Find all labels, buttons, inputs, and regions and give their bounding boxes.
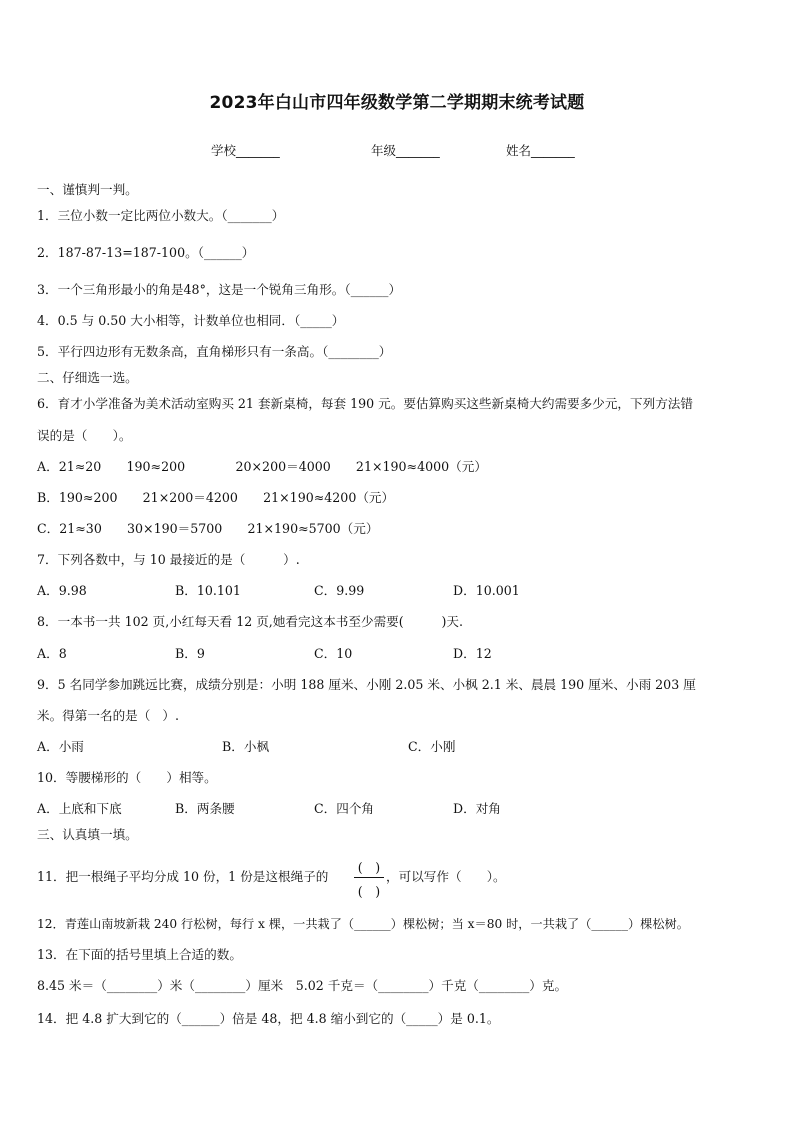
fraction-bar	[354, 877, 384, 878]
question-11-tail: ，可以写作（ ）。	[386, 869, 506, 884]
question-7-option-d: D．10.001	[453, 583, 520, 598]
question-3: 3．一个三角形最小的角是48°，这是一个锐角三角形。（______）	[37, 282, 402, 297]
question-6-line-2: 误的是（ ）。	[37, 428, 132, 443]
fraction-denominator-blank: ( )	[357, 884, 381, 899]
question-13: 13．在下面的括号里填上合适的数。	[37, 947, 242, 962]
question-10-option-c: C．四个角	[314, 801, 375, 816]
question-6-option-c: C．21≈30 30×190＝5700 21×190≈5700（元）	[37, 521, 379, 536]
question-8: 8．一本书一共 102 页,小红每天看 12 页,她看完这本书至少需要( )天.	[37, 614, 463, 629]
name-field: 姓名_______	[506, 143, 575, 158]
question-7-option-a: A．9.98	[37, 583, 87, 598]
question-11-fraction	[352, 855, 386, 899]
question-8-option-a: A．8	[37, 646, 67, 661]
question-12: 12．青莲山南坡新栽 240 行松树，每行 x 棵，一共栽了（______）棵松树；当 x＝80 时，一共栽了（______）棵松树。	[37, 917, 689, 931]
question-8-option-c: C．10	[314, 646, 353, 661]
section-heading-choose: 二、仔细选一选。	[37, 370, 138, 385]
question-9-option-a: A．小雨	[37, 739, 84, 754]
question-6-line-1: 6．育才小学准备为美术活动室购买 21 套新桌椅，每套 190 元。要估算购买这些新桌椅大约需要多少元，下列方法错	[37, 396, 693, 411]
question-8-option-d: D．12	[453, 646, 492, 661]
question-4: 4．0.5 与 0.50 大小相等，计数单位也相同．（_____）	[37, 313, 345, 328]
question-8-option-b: B．9	[175, 646, 205, 661]
question-11-text: 11．把一根绳子平均分成 10 份，1 份是这根绳子的	[37, 869, 329, 884]
question-2: 2．187-87-13=187-100。（______）	[37, 245, 255, 260]
question-10-option-b: B．两条腰	[175, 801, 235, 816]
question-10-option-d: D．对角	[453, 801, 501, 816]
question-9-line-1: 9．5 名同学参加跳远比赛，成绩分别是：小明 188 厘米、小刚 2.05 米、小枫 2.1 米、晨晨 190 厘米、小雨 203 厘	[37, 677, 696, 692]
question-9-option-c: C．小刚	[408, 739, 456, 754]
question-7: 7．下列各数中，与 10 最接近的是（ ）.	[37, 552, 300, 567]
school-field: 学校_______	[211, 143, 280, 158]
question-7-option-b: B．10.101	[175, 583, 241, 598]
question-9-option-b: B．小枫	[222, 739, 270, 754]
question-6-option-b: B．190≈200 21×200＝4200 21×190≈4200（元）	[37, 490, 395, 505]
section-heading-judge: 一、谨慎判一判。	[37, 182, 138, 197]
fraction-numerator-blank: ( )	[357, 860, 381, 875]
question-10: 10．等腰梯形的（ ）相等。	[37, 770, 217, 785]
page-title: 2023年白山市四年级数学第二学期期末统考试题	[209, 93, 585, 113]
question-14: 14．把 4.8 扩大到它的（______）倍是 48，把 4.8 缩小到它的（_____）是 0.1。	[37, 1011, 500, 1026]
question-5: 5．平行四边形有无数条高，直角梯形只有一条高。（________）	[37, 344, 392, 359]
question-13-blanks: 8.45 米＝（________）米（________）厘米 5.02 千克＝（________）千克（________）克。	[37, 978, 568, 993]
question-6-option-a: A．21≈20 190≈200 20×200＝4000 21×190≈4000（元）	[37, 459, 487, 474]
question-1: 1．三位小数一定比两位小数大。（_______）	[37, 208, 285, 223]
question-7-option-c: C．9.99	[314, 583, 365, 598]
question-10-option-a: A．上底和下底	[37, 801, 122, 816]
section-heading-fill: 三、认真填一填。	[37, 827, 138, 842]
question-9-line-2: 米。得第一名的是（ ）.	[37, 708, 179, 723]
grade-field: 年级_______	[371, 143, 440, 158]
